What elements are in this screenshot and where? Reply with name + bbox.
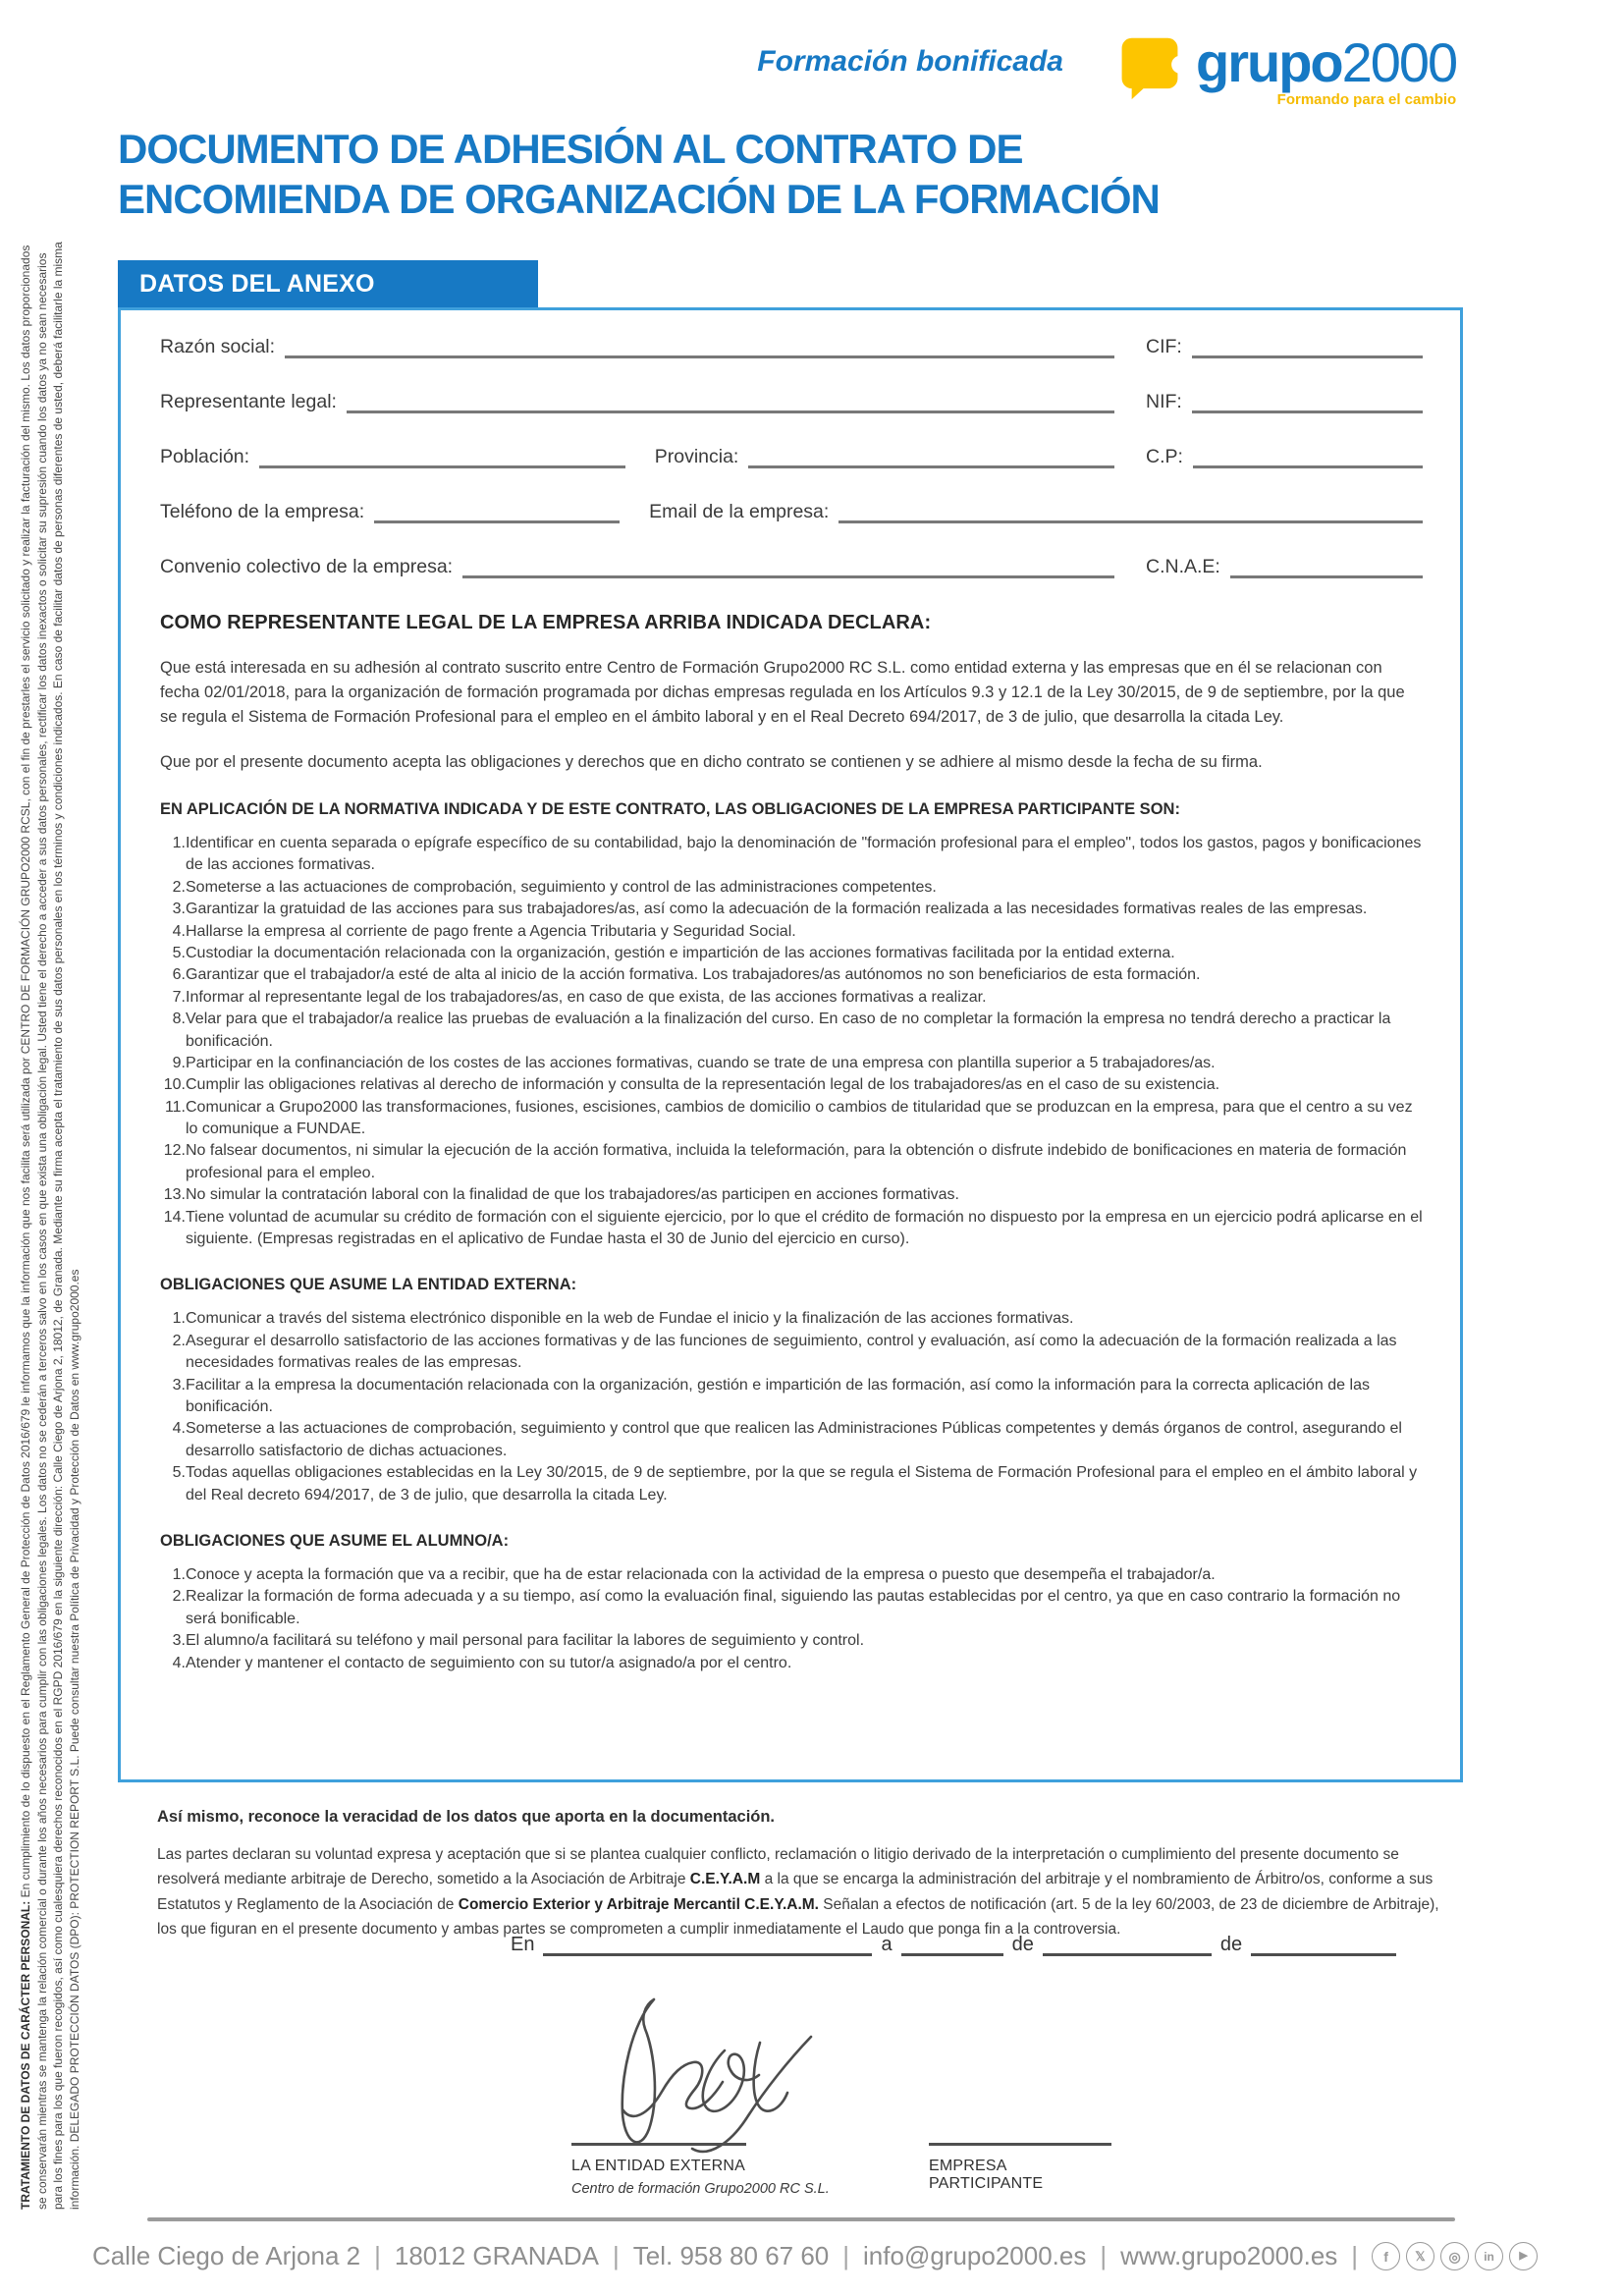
- arbitration-clause: [157, 1842, 1445, 1942]
- convenio-field[interactable]: [462, 554, 1114, 578]
- company-obligations-heading: EN APLICACIÓN DE LA NORMATIVA INDICADA Y DE ESTE CONTRATO, LAS OBLIGACIONES DE LA EMPRESA PARTICIPANTE SON:: [160, 800, 1180, 818]
- entity-signature-sublabel: Centro de formación Grupo2000 RC S.L.: [571, 2181, 830, 2197]
- list-item: Someterse a las actuaciones de comprobación, seguimiento y control que que realicen las Administraciones Públicas competentes y demás órganos de control, asegurando el desarrollo satisfactorio de dichas actuaciones.: [186, 1420, 1402, 1459]
- cnae-label: C.N.A.E:: [1146, 556, 1220, 577]
- list-item: Realizar la formación de forma adecuada y a su tiempo, así como la evaluación final, siguiendo las pautas establecidas por el centro, ya que en caso contrario la formación no será bonificable.: [186, 1588, 1401, 1627]
- footer: [59, 2241, 1571, 2271]
- datos-del-anexo-header: DATOS DEL ANEXO: [118, 260, 538, 307]
- list-item: Velar para que el trabajador/a realice las pruebas de evaluación a la finalización del curso. En caso de no completar la formación la empresa no tendrá derecho a practicar la bonificación.: [186, 1011, 1391, 1050]
- company-obligations-list: [160, 833, 1423, 1250]
- date-year-field[interactable]: [1251, 1930, 1396, 1956]
- list-item: Comunicar a través del sistema electrónico disponible en la web de Fundae el inicio y la finalización de las acciones formativas.: [186, 1310, 1074, 1328]
- instagram-icon[interactable]: ◎: [1440, 2242, 1469, 2270]
- list-item: Custodiar la documentación relacionada con la organización, gestión e impartición de las acciones formativas facilitada por la entidad externa.: [186, 944, 1175, 961]
- title-line-1: DOCUMENTO DE ADHESIÓN AL CONTRATO DE: [118, 126, 1023, 172]
- ceyam-bold-2: Comercio Exterior y Arbitraje Mercantil C.E.Y.A.M.: [458, 1895, 819, 1913]
- ceyam-bold-1: C.E.Y.A.M: [689, 1871, 761, 1888]
- logo-slogan: Formando para el cambio: [1276, 91, 1457, 108]
- footer-social-icons: [1372, 2242, 1538, 2270]
- footer-separator: |: [1100, 2241, 1108, 2270]
- nif-label: NIF:: [1146, 391, 1182, 412]
- form-row-poblacion: [160, 444, 1423, 468]
- main-content-box: [118, 307, 1463, 1782]
- list-item: Someterse a las actuaciones de comprobación, seguimiento y control de las administraciones competentes.: [186, 878, 937, 896]
- provincia-field[interactable]: [748, 444, 1114, 468]
- grupo2000-logo: [1117, 31, 1457, 108]
- telefono-field[interactable]: [374, 499, 620, 523]
- arbitration-text-1: Las partes declaran su voluntad expresa y aceptación que si se plantea cualquier conflicto, reclamación o litigio derivado de la interpretación o cumplimiento del presente documento se resolverá mediante arbitraje de Derecho, sometido a la Asociación de Arbitraje: [157, 1846, 1399, 1888]
- cif-label: CIF:: [1146, 336, 1182, 357]
- nif-field[interactable]: [1192, 389, 1423, 413]
- list-item: Garantizar que el trabajador/a esté de alta al inicio de la acción formativa. Los trabajadores/as autónomos no son beneficiarios de esta formación.: [186, 966, 1201, 984]
- entity-obligations-list: [160, 1308, 1423, 1506]
- footer-website-link[interactable]: www.grupo2000.es: [1120, 2241, 1338, 2270]
- cp-field[interactable]: [1193, 444, 1423, 468]
- company-signature-line: [929, 2143, 1111, 2146]
- list-item: Cumplir las obligaciones relativas al derecho de información y consulta de la representación legal de los trabajadores/as en el caso de su existencia.: [186, 1076, 1220, 1094]
- razon-social-label: Razón social:: [160, 336, 276, 357]
- linkedin-icon[interactable]: in: [1475, 2242, 1503, 2270]
- footer-separator: |: [842, 2241, 850, 2270]
- convenio-label: Convenio colectivo de la empresa:: [160, 556, 454, 577]
- cp-label: C.P:: [1146, 446, 1183, 467]
- entity-signature-label: LA ENTIDAD EXTERNA: [571, 2158, 745, 2174]
- footer-phone: Tel. 958 80 67 60: [632, 2241, 830, 2270]
- cnae-field[interactable]: [1230, 554, 1423, 578]
- list-item: Atender y mantener el contacto de seguimiento con su tutor/a asignado/a por el centro.: [186, 1654, 792, 1671]
- form-row-convenio: [160, 554, 1423, 578]
- company-signature-block: [929, 2143, 1111, 2193]
- list-item: Hallarse la empresa al corriente de pago frente a Agencia Tributaria y Seguridad Social.: [186, 922, 796, 940]
- list-item: Informar al representante legal de los trabajadores/as, en caso de que exista, de las acciones formativas a realizar.: [186, 988, 987, 1006]
- document-title: [118, 124, 1160, 224]
- entity-signature-block: [571, 2143, 830, 2197]
- footer-separator: |: [374, 2241, 381, 2270]
- email-field[interactable]: [839, 499, 1423, 523]
- list-item: No simular la contratación laboral con la finalidad de que los trabajadores/as participen en acciones formativas.: [186, 1186, 959, 1204]
- date-de2-label: de: [1219, 1934, 1243, 1955]
- legal-bold-prefix: TRATAMIENTO DE DATOS DE CARÁCTER PERSONAL:: [19, 1900, 32, 2210]
- telefono-label: Teléfono de la empresa:: [160, 501, 365, 522]
- x-twitter-icon[interactable]: 𝕏: [1406, 2242, 1434, 2270]
- date-de1-label: de: [1011, 1934, 1034, 1955]
- data-protection-legal-sidebar: [18, 231, 94, 2210]
- entity-obligations-heading: OBLIGACIONES QUE ASUME LA ENTIDAD EXTERNA:: [160, 1276, 577, 1294]
- provincia-label: Provincia:: [654, 446, 739, 467]
- footer-address: Calle Ciego de Arjona 2: [91, 2241, 361, 2270]
- form-row-razon-social: [160, 334, 1423, 358]
- formacion-bonificada-tagline: Formación bonificada: [757, 45, 1063, 78]
- date-place-field[interactable]: [543, 1930, 872, 1956]
- list-item: Garantizar la gratuidad de las acciones para sus trabajadores/as, así como la adecuación de la formación realizada a las necesidades formativas reales de las empresas.: [186, 901, 1368, 918]
- declaration-paragraph-2: Que por el presente documento acepta las obligaciones y derechos que en dicho contrato se contienen y se adhiere al mismo desde la fecha de su firma.: [160, 753, 1263, 772]
- student-obligations-list: [160, 1564, 1423, 1674]
- list-item: El alumno/a facilitará su teléfono y mail personal para facilitar la labores de seguimiento y control.: [186, 1632, 865, 1650]
- representante-label: Representante legal:: [160, 391, 337, 412]
- poblacion-label: Población:: [160, 446, 250, 467]
- list-item: Todas aquellas obligaciones establecidas en la Ley 30/2015, de 9 de septiembre, por la que se regula el Sistema de Formación Profesional para el empleo en el ámbito laboral y del Real decreto 694/2017, de 3 de julio, que desarrolla la citada Ley.: [186, 1464, 1418, 1503]
- arbitration-text-2: a la que se encarga la administración del arbitraje y el nombramiento de Árbitro/os, conforme a sus Estatutos y Reglamento de la Asociación de: [157, 1871, 1434, 1913]
- poblacion-field[interactable]: [259, 444, 625, 468]
- title-line-2: ENCOMIENDA DE ORGANIZACIÓN DE LA FORMACIÓN: [118, 176, 1160, 223]
- list-item: Identificar en cuenta separada o epígrafe específico de su contabilidad, bajo la denominación de "formación profesional para el empleo", todos los gastos, pagos y bonificaciones de las acciones formativas.: [186, 835, 1422, 874]
- youtube-icon[interactable]: ▶: [1509, 2242, 1538, 2270]
- list-item: Conoce y acepta la formación que va a recibir, que ha de estar relacionada con la actividad de la empresa o puesto que desempeña el trabajador/a.: [186, 1565, 1216, 1583]
- date-day-field[interactable]: [901, 1930, 1003, 1956]
- list-item: Tiene voluntad de acumular su crédito de formación con el siguiente ejercicio, por lo que el crédito de formación no dispuesto por la empresa en un ejercicio podrá aplicarse en el siguiente. (Empresas registradas en el aplicativo de Fundae hasta el 30 de Junio del ejercicio en curso).: [186, 1208, 1423, 1248]
- declaration-paragraph-1: Que está interesada en su adhesión al contrato suscrito entre Centro de Formación Grupo2000 RC S.L. como entidad externa y las empresas que en él se relacionan con fecha 02/01/2018, para la organización de formación programada por dichas empresas regulada en los Artículos 9.3 y 12.1 de la Ley 30/2015, de 9 de septiembre, por la que se regula el Sistema de Formación Profesional para el empleo en el ámbito laboral y en el Real Decreto 694/2017, de 3 de julio, que desarrolla la citada Ley.: [160, 659, 1405, 726]
- footer-email-link[interactable]: info@grupo2000.es: [863, 2241, 1087, 2270]
- razon-social-field[interactable]: [285, 334, 1114, 358]
- date-line: [511, 1930, 1455, 1956]
- date-month-field[interactable]: [1043, 1930, 1212, 1956]
- grupo2000-puzzle-icon: [1117, 35, 1182, 100]
- footer-separator: |: [1351, 2241, 1359, 2270]
- facebook-icon[interactable]: f: [1372, 2242, 1400, 2270]
- date-a-label: a: [881, 1934, 893, 1955]
- company-signature-label: EMPRESA PARTICIPANTE: [929, 2158, 1044, 2192]
- footer-divider: [147, 2217, 1455, 2221]
- list-item: Facilitar a la empresa la documentación relacionada con la organización, gestión e impartición de las formación, así como la información para la correcta aplicación de las bonificación.: [186, 1376, 1370, 1415]
- entity-signature-line: [571, 2143, 746, 2146]
- email-label: Email de la empresa:: [649, 501, 830, 522]
- footer-city: 18012 GRANADA: [394, 2241, 599, 2270]
- footer-separator: |: [613, 2241, 620, 2270]
- list-item: No falsear documentos, ni simular la ejecución de la acción formativa, incluida la teleformación, para la obtención o disfrute indebido de bonificaciones en materia de formación profesional para el empleo.: [186, 1142, 1407, 1181]
- list-item: Comunicar a Grupo2000 las transformaciones, fusiones, escisiones, cambios de domicilio o cambios de titularidad que se produzcan en la empresa, para que el centro a su vez lo comunique a FUNDAE.: [186, 1098, 1413, 1138]
- list-item: Participar en la confinanciación de los costes de las acciones formativas, cuando se trate de una empresa con plantilla superior a 5 trabajadores/as.: [186, 1054, 1216, 1071]
- form-row-representante: [160, 389, 1423, 413]
- representante-field[interactable]: [347, 389, 1114, 413]
- arbitration-text-3: Señalan a efectos de notificación (art. 5 de la ley 60/2003, de 23 de diciembre de Arbitraje), los que figuran en el presente documento y ambas partes se comprometen a cumplir inmediatamente el Laudo que ponga fin a la controversia.: [157, 1895, 1439, 1939]
- student-obligations-heading: OBLIGACIONES QUE ASUME EL ALUMNO/A:: [160, 1531, 510, 1550]
- date-en-label: En: [511, 1934, 535, 1955]
- declaration-heading: COMO REPRESENTANTE LEGAL DE LA EMPRESA ARRIBA INDICADA DECLARA:: [160, 612, 932, 633]
- logo-wordmark: grupo2000: [1196, 31, 1457, 93]
- form-row-telefono-email: [160, 499, 1423, 523]
- cif-field[interactable]: [1192, 334, 1423, 358]
- list-item: Asegurar el desarrollo satisfactorio de las acciones formativas y de las funciones de seguimiento, control y evaluación, así como la adecuación de la formación realizada a las necesidades formativas reales de las empresas.: [186, 1332, 1397, 1372]
- veracity-statement: Así mismo, reconoce la veracidad de los datos que aporta en la documentación.: [157, 1808, 776, 1826]
- legal-text: En cumplimiento de lo dispuesto en el Reglamento General de Protección de Datos 2016/679 le informamos que la información que nos facilita será utilizada por CENTRO DE FORMACIÓN GRUPO2000 RCSL, con el fin de prestarles el servicio solicitado y realizar la facturación del mismo. Los datos proporcionados se conservarán mientras se mantenga la relación comercial o durante los años necesarios para cumplir con las obligaciones legales. Los datos no se cederán a terceros salvo en los casos en que exista una obligación legal. Usted tiene el derecho a acceder a sus datos personales, rectificar los datos inexactos o solicitar su supresión cuando los datos ya no sean necesarios para los fines para los que fueron recogidos, así como cualesquiera derechos reconocidos en el RGPD 2016/679 en la siguiente dirección: Calle Ciego de Arjona 2, 18012, de Granada. Mediante su firma acepta el tratamiento de sus datos personales en los términos y condiciones indicados. En caso de facilitar datos de personas diferentes de usted, deberá facilitarle la misma información. DELEGADO PROTECCIÓN DATOS (DPO): PROTECTION REPORT S.L. Puede consultar nuestra Política de Privacidad y Protección de Datos en www.grupo2000.es: [19, 242, 81, 2210]
